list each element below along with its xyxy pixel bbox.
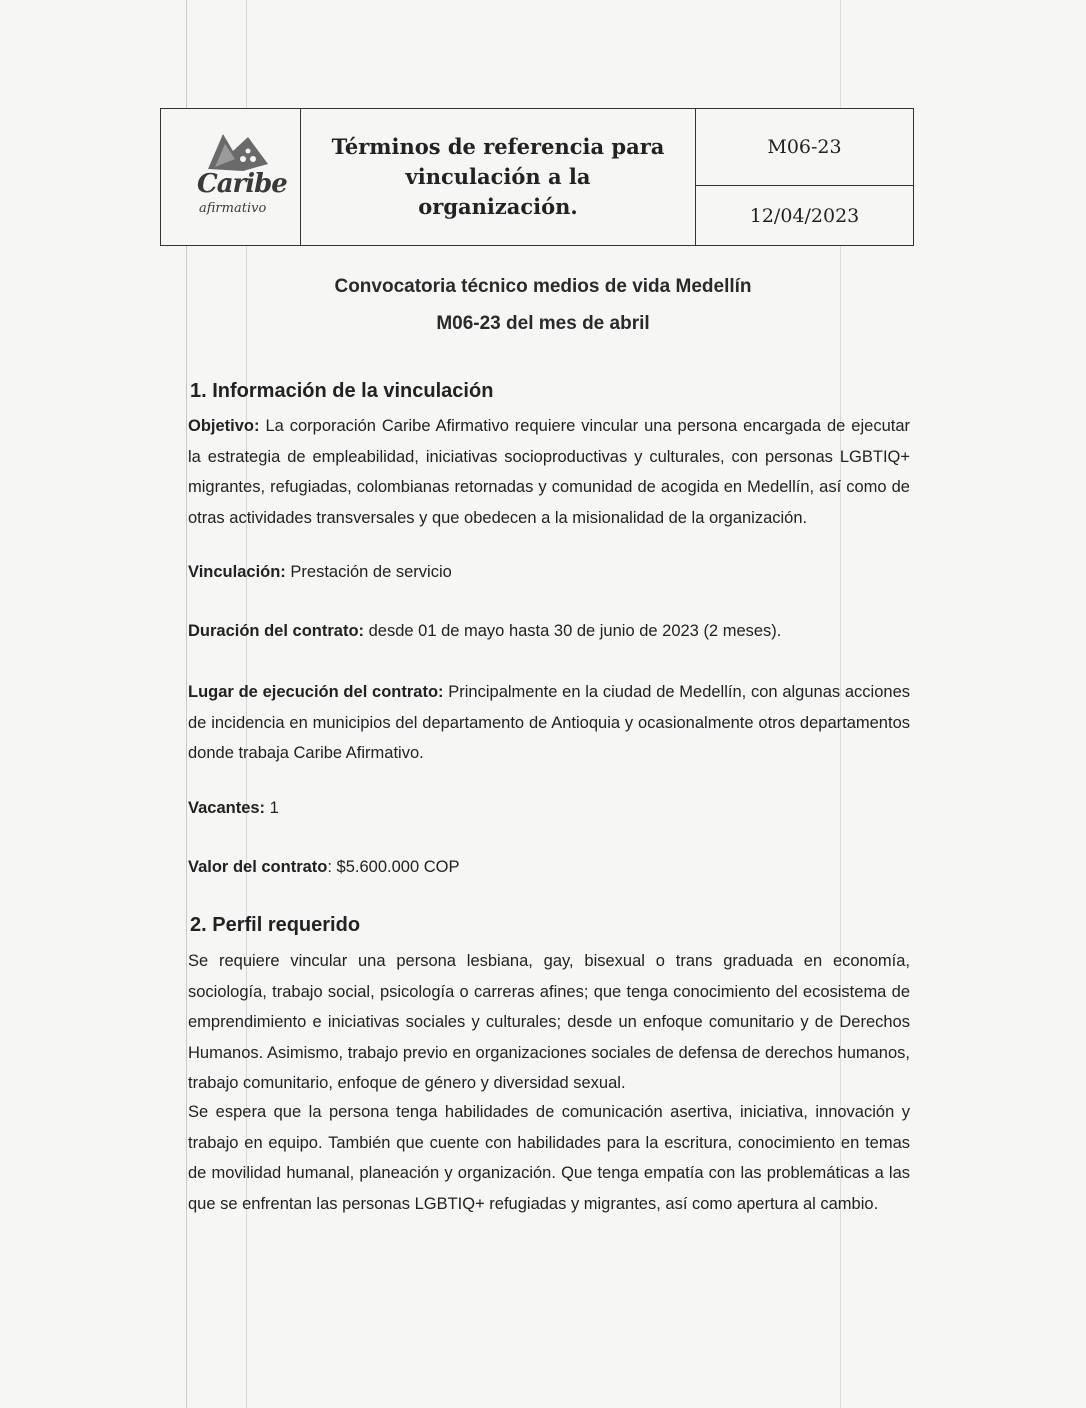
section-2-title: 2. Perfil requerido [190,914,361,936]
document-date: 12/04/2023 [749,204,860,227]
caribe-logo-icon [203,129,273,174]
duracion-label: Duración del contrato: [188,622,365,640]
document-title: Términos de referencia para vinculación a la organización. [301,109,696,245]
valor-label: Valor del contrato [188,858,328,876]
lugar-label: Lugar de ejecución del contrato: [188,683,444,701]
lugar-text: Principalmente en la ciudad de Medellín, con algunas acciones de incidencia en municipios del departamento de Antioquia y ocasionalmente otros departamentos donde trabaja Caribe Afirmativo. [188,683,910,762]
document-code: M06-23 [696,109,913,186]
document-header-table [160,108,914,246]
perfil-paragraph-1: Se requiere vincular una persona lesbiana, gay, bisexual o trans graduada en economía, sociología, trabajo social, psicología o carreras afines; que tenga conocimiento del ecosistema de emprendimiento e iniciativas sociales y culturales; desde un enfoque comunitario y de Derechos Humanos. Asimismo, trabajo previo en organizaciones sociales de defensa de derechos humanos, trabajo comunitario, enfoque de género y diversidad sexual. [188,952,910,1092]
lugar-paragraph [188,677,910,769]
perfil-paragraph-2: Se espera que la persona tenga habilidades de comunicación asertiva, iniciativa, innovación y trabajo en equipo. También que cuente con habilidades para la escritura, conocimiento en temas de movilidad humanal, planeación y organización. Que tenga empatía con las problemáticas a las que se enfrentan las personas LGBTIQ+ refugiadas y migrantes, así como apertura al cambio. [188,1103,910,1213]
call-subtitle: M06-23 del mes de abril [436,313,650,334]
objetivo-label: Objetivo: [188,417,260,435]
vacantes-line [188,799,279,818]
logo-cell [161,109,301,245]
duracion-line [188,622,781,641]
logo-name: Caribe [197,169,287,199]
meta-cell [696,109,913,245]
duracion-text: desde 01 de mayo hasta 30 de junio de 2023 (2 meses). [364,622,782,640]
section-1-title: 1. Información de la vinculación [190,380,494,402]
logo-tagline: afirmativo [199,201,267,216]
objetivo-text: La corporación Caribe Afirmativo requiere vincular una persona encargada de ejecutar la estrategia de empleabilidad, iniciativas socioproductivas y culturales, con personas LGBTIQ+ migrantes, refugiadas, colombianas retornadas y comunidad de acogida en Medellín, así como de otras actividades transversales y que obedecen a la misionalidad de la organización. [188,417,910,527]
vinculacion-text: Prestación de servicio [285,563,452,581]
valor-line [188,858,459,877]
vinculacion-line [188,563,452,582]
call-title: Convocatoria técnico medios de vida Medellín [334,276,752,297]
objetivo-paragraph [188,411,910,533]
vacantes-label: Vacantes: [188,799,266,817]
vinculacion-label: Vinculación: [188,563,286,581]
vacantes-text: 1 [265,799,279,817]
valor-text: : $5.600.000 COP [327,858,460,876]
